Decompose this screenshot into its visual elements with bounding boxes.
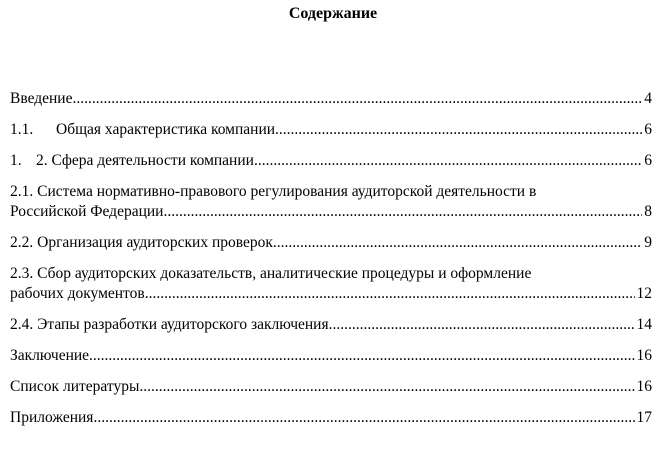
toc-leader-dots: [273, 233, 642, 253]
toc-entry-title: рабочих документов: [10, 285, 145, 302]
page-title: Содержание: [288, 5, 378, 22]
toc-leader-dots: [163, 202, 642, 222]
toc-entry-title-line: 2.1. Система нормативно-правового регулирования аудиторской деятельности в: [10, 183, 537, 200]
toc-entry-audit-organization: [10, 233, 652, 253]
toc-entry-page: 12: [636, 285, 652, 302]
toc-entry-introduction: [10, 89, 652, 109]
toc-leader-dots: [254, 151, 642, 171]
toc-entry-page: 16: [636, 378, 652, 395]
toc-entry-references: [10, 377, 652, 397]
toc-entry-page: 4: [644, 90, 652, 107]
toc-entry-page: 16: [636, 347, 652, 364]
toc-leader-dots: [89, 346, 634, 366]
toc-leader-dots: [139, 377, 634, 397]
toc-entry-page: 6: [644, 152, 652, 169]
toc-entry-title: Введение: [10, 90, 73, 107]
toc-entry-conclusion: [10, 346, 652, 366]
toc-entry-number: 1.1.: [10, 121, 34, 138]
toc-entry-audit-report-stages: [10, 315, 652, 335]
toc-entry-title: 2.4. Этапы разработки аудиторского заключения: [10, 316, 329, 333]
toc-entry-company-overview: [10, 120, 652, 140]
toc-leader-dots: [275, 120, 642, 140]
toc-entry-page: 14: [636, 316, 652, 333]
toc-entry-page: 17: [636, 409, 652, 426]
toc-entry-regulation-system: [10, 182, 652, 222]
toc-entry-company-activity: [10, 151, 652, 171]
toc-leader-dots: [72, 89, 642, 109]
toc-entry-page: 8: [644, 203, 652, 220]
toc-entry-title: Общая характеристика компании: [56, 121, 276, 138]
toc-entry-appendices: [10, 408, 652, 428]
table-of-contents: [10, 89, 652, 439]
toc-entry-audit-evidence: [10, 264, 652, 304]
toc-leader-dots: [145, 284, 635, 304]
toc-entry-title: Заключение: [10, 347, 90, 364]
toc-entry-title: 2. Сфера деятельности компании: [36, 152, 254, 169]
toc-entry-title-line: 2.3. Сбор аудиторских доказательств, аналитические процедуры и оформление: [10, 265, 532, 282]
toc-leader-dots: [93, 408, 634, 428]
toc-entry-title: Список литературы: [10, 378, 140, 395]
toc-leader-dots: [329, 315, 635, 335]
toc-entry-page: 9: [644, 234, 652, 251]
toc-entry-title: 2.2. Организация аудиторских проверок: [10, 234, 273, 251]
toc-entry-title: Российской Федерации: [10, 203, 164, 220]
toc-entry-number: 1.: [10, 152, 22, 169]
toc-entry-page: 6: [644, 121, 652, 138]
toc-entry-title: Приложения: [10, 409, 94, 426]
